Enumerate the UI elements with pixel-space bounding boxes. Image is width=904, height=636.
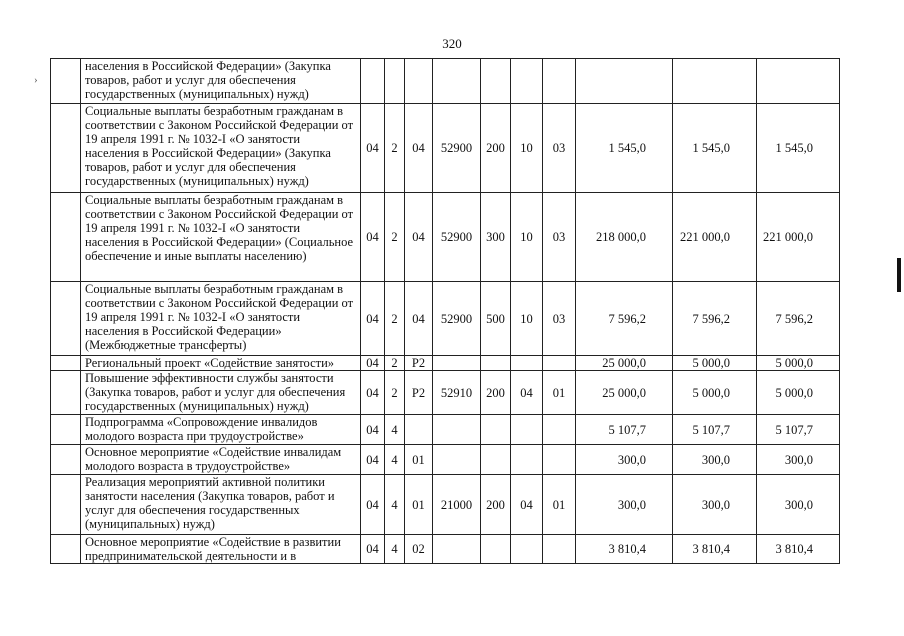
expense-type-code-cell bbox=[481, 356, 511, 371]
amount-year-2-cell: 300,0 bbox=[673, 475, 757, 535]
amount-year-3-cell: 3 810,4 bbox=[757, 535, 840, 564]
expense-type-code-cell bbox=[481, 415, 511, 445]
amount-year-2-cell: 1 545,0 bbox=[673, 104, 757, 193]
section-code-cell: 04 bbox=[361, 445, 385, 475]
section-code-2-cell bbox=[511, 445, 543, 475]
amount-year-2-cell: 221 000,0 bbox=[673, 193, 757, 282]
amount-year-3-cell: 7 596,2 bbox=[757, 282, 840, 356]
expense-type-code-cell: 200 bbox=[481, 104, 511, 193]
expense-type-code-cell bbox=[481, 59, 511, 104]
expense-type-code-cell: 300 bbox=[481, 193, 511, 282]
amount-year-2-cell: 5 107,7 bbox=[673, 415, 757, 445]
row-name-cell: Повышение эффективности службы занятости (Закупка товаров, работ и услуг для обеспечения государственных (муниципальных) нужд) bbox=[81, 371, 361, 415]
scan-edge-mark bbox=[897, 258, 901, 292]
direction-code-cell bbox=[433, 535, 481, 564]
amount-year-3-cell bbox=[757, 59, 840, 104]
direction-code-cell: 52900 bbox=[433, 282, 481, 356]
section-code-2-cell: 10 bbox=[511, 282, 543, 356]
expense-type-code-cell bbox=[481, 535, 511, 564]
margin-mark: › bbox=[34, 74, 38, 86]
direction-code-cell: 52910 bbox=[433, 371, 481, 415]
amount-year-3-cell: 5 000,0 bbox=[757, 371, 840, 415]
subprogram-code-cell: 4 bbox=[385, 445, 405, 475]
subprogram-code-cell: 4 bbox=[385, 475, 405, 535]
item-code-cell: 04 bbox=[405, 193, 433, 282]
section-code-2-cell bbox=[511, 535, 543, 564]
section-code-cell: 04 bbox=[361, 371, 385, 415]
section-code-cell: 04 bbox=[361, 415, 385, 445]
amount-year-2-cell: 7 596,2 bbox=[673, 282, 757, 356]
row-number-cell bbox=[51, 104, 81, 193]
section-code-cell bbox=[361, 59, 385, 104]
section-code-cell: 04 bbox=[361, 535, 385, 564]
amount-year-2-cell bbox=[673, 59, 757, 104]
subsection-code-cell: 03 bbox=[543, 282, 576, 356]
item-code-cell: 01 bbox=[405, 475, 433, 535]
subprogram-code-cell: 2 bbox=[385, 104, 405, 193]
amount-year-3-cell: 5 107,7 bbox=[757, 415, 840, 445]
subprogram-code-cell: 2 bbox=[385, 371, 405, 415]
amount-year-1-cell: 300,0 bbox=[576, 475, 673, 535]
item-code-cell: P2 bbox=[405, 371, 433, 415]
budget-table bbox=[50, 58, 840, 564]
subsection-code-cell bbox=[543, 535, 576, 564]
row-name-cell: Социальные выплаты безработным гражданам в соответствии с Законом Российской Федерации от 19 апреля 1991 г. № 1032-I «О занятости населения в Российской Федерации» (Межбюджетные трансферты) bbox=[81, 282, 361, 356]
row-name-cell: Основное мероприятие «Содействие в развитии предпринимательской деятельности и в bbox=[81, 535, 361, 564]
amount-year-1-cell bbox=[576, 59, 673, 104]
subsection-code-cell: 01 bbox=[543, 371, 576, 415]
section-code-cell: 04 bbox=[361, 104, 385, 193]
expense-type-code-cell: 500 bbox=[481, 282, 511, 356]
amount-year-2-cell: 5 000,0 bbox=[673, 371, 757, 415]
subprogram-code-cell: 4 bbox=[385, 535, 405, 564]
direction-code-cell bbox=[433, 356, 481, 371]
subsection-code-cell: 03 bbox=[543, 193, 576, 282]
subsection-code-cell: 01 bbox=[543, 475, 576, 535]
item-code-cell: 01 bbox=[405, 445, 433, 475]
subprogram-code-cell bbox=[385, 59, 405, 104]
direction-code-cell: 52900 bbox=[433, 104, 481, 193]
amount-year-1-cell: 25 000,0 bbox=[576, 356, 673, 371]
amount-year-1-cell: 7 596,2 bbox=[576, 282, 673, 356]
item-code-cell bbox=[405, 415, 433, 445]
amount-year-3-cell: 300,0 bbox=[757, 475, 840, 535]
item-code-cell: 04 bbox=[405, 282, 433, 356]
amount-year-2-cell: 3 810,4 bbox=[673, 535, 757, 564]
subsection-code-cell bbox=[543, 415, 576, 445]
table-row bbox=[51, 193, 840, 282]
section-code-2-cell bbox=[511, 415, 543, 445]
section-code-2-cell: 04 bbox=[511, 475, 543, 535]
subsection-code-cell: 03 bbox=[543, 104, 576, 193]
table-row bbox=[51, 59, 840, 104]
row-number-cell bbox=[51, 475, 81, 535]
section-code-cell: 04 bbox=[361, 356, 385, 371]
row-name-cell: Социальные выплаты безработным гражданам в соответствии с Законом Российской Федерации от 19 апреля 1991 г. № 1032-I «О занятости населения в Российской Федерации» (Социальное обеспечение и иные выплаты населению) bbox=[81, 193, 361, 282]
item-code-cell bbox=[405, 59, 433, 104]
expense-type-code-cell: 200 bbox=[481, 371, 511, 415]
subprogram-code-cell: 2 bbox=[385, 282, 405, 356]
row-number-cell bbox=[51, 59, 81, 104]
row-number-cell bbox=[51, 356, 81, 371]
section-code-2-cell: 10 bbox=[511, 104, 543, 193]
section-code-cell: 04 bbox=[361, 282, 385, 356]
expense-type-code-cell: 200 bbox=[481, 475, 511, 535]
amount-year-3-cell: 5 000,0 bbox=[757, 356, 840, 371]
expense-type-code-cell bbox=[481, 445, 511, 475]
amount-year-1-cell: 3 810,4 bbox=[576, 535, 673, 564]
row-number-cell bbox=[51, 445, 81, 475]
table-row bbox=[51, 371, 840, 415]
section-code-2-cell bbox=[511, 59, 543, 104]
subsection-code-cell bbox=[543, 445, 576, 475]
section-code-2-cell: 04 bbox=[511, 371, 543, 415]
item-code-cell: 04 bbox=[405, 104, 433, 193]
subprogram-code-cell: 4 bbox=[385, 415, 405, 445]
item-code-cell: P2 bbox=[405, 356, 433, 371]
row-name-cell: Социальные выплаты безработным гражданам в соответствии с Законом Российской Федерации от 19 апреля 1991 г. № 1032-I «О занятости населения в Российской Федерации» (Закупка товаров, работ и услуг для обеспечения государственных (муниципальных) нужд) bbox=[81, 104, 361, 193]
row-name-cell: Региональный проект «Содействие занятости» bbox=[81, 356, 361, 371]
table-row bbox=[51, 104, 840, 193]
table-row bbox=[51, 475, 840, 535]
direction-code-cell bbox=[433, 445, 481, 475]
section-code-cell: 04 bbox=[361, 475, 385, 535]
row-number-cell bbox=[51, 415, 81, 445]
row-name-cell: Основное мероприятие «Содействие инвалидам молодого возраста в трудоустройстве» bbox=[81, 445, 361, 475]
table-row bbox=[51, 415, 840, 445]
section-code-2-cell bbox=[511, 356, 543, 371]
table-row bbox=[51, 356, 840, 371]
table-row bbox=[51, 535, 840, 564]
direction-code-cell bbox=[433, 59, 481, 104]
table-row bbox=[51, 282, 840, 356]
amount-year-2-cell: 5 000,0 bbox=[673, 356, 757, 371]
row-number-cell bbox=[51, 535, 81, 564]
section-code-cell: 04 bbox=[361, 193, 385, 282]
subsection-code-cell bbox=[543, 356, 576, 371]
row-name-cell: Реализация мероприятий активной политики занятости населения (Закупка товаров, работ и услуг для обеспечения государственных (муниципальных) нужд) bbox=[81, 475, 361, 535]
subprogram-code-cell: 2 bbox=[385, 356, 405, 371]
amount-year-1-cell: 218 000,0 bbox=[576, 193, 673, 282]
page-number: 320 bbox=[442, 36, 462, 51]
row-number-cell bbox=[51, 193, 81, 282]
amount-year-1-cell: 300,0 bbox=[576, 445, 673, 475]
direction-code-cell: 52900 bbox=[433, 193, 481, 282]
row-name-cell: Подпрограмма «Сопровождение инвалидов молодого возраста при трудоустройстве» bbox=[81, 415, 361, 445]
row-number-cell bbox=[51, 282, 81, 356]
subsection-code-cell bbox=[543, 59, 576, 104]
amount-year-1-cell: 1 545,0 bbox=[576, 104, 673, 193]
amount-year-1-cell: 25 000,0 bbox=[576, 371, 673, 415]
amount-year-3-cell: 221 000,0 bbox=[757, 193, 840, 282]
item-code-cell: 02 bbox=[405, 535, 433, 564]
section-code-2-cell: 10 bbox=[511, 193, 543, 282]
row-number-cell bbox=[51, 371, 81, 415]
direction-code-cell bbox=[433, 415, 481, 445]
amount-year-3-cell: 300,0 bbox=[757, 445, 840, 475]
amount-year-2-cell: 300,0 bbox=[673, 445, 757, 475]
row-name-cell: населения в Российской Федерации» (Закупка товаров, работ и услуг для обеспечения государственных (муниципальных) нужд) bbox=[81, 59, 361, 104]
subprogram-code-cell: 2 bbox=[385, 193, 405, 282]
table-row bbox=[51, 445, 840, 475]
amount-year-1-cell: 5 107,7 bbox=[576, 415, 673, 445]
direction-code-cell: 21000 bbox=[433, 475, 481, 535]
amount-year-3-cell: 1 545,0 bbox=[757, 104, 840, 193]
